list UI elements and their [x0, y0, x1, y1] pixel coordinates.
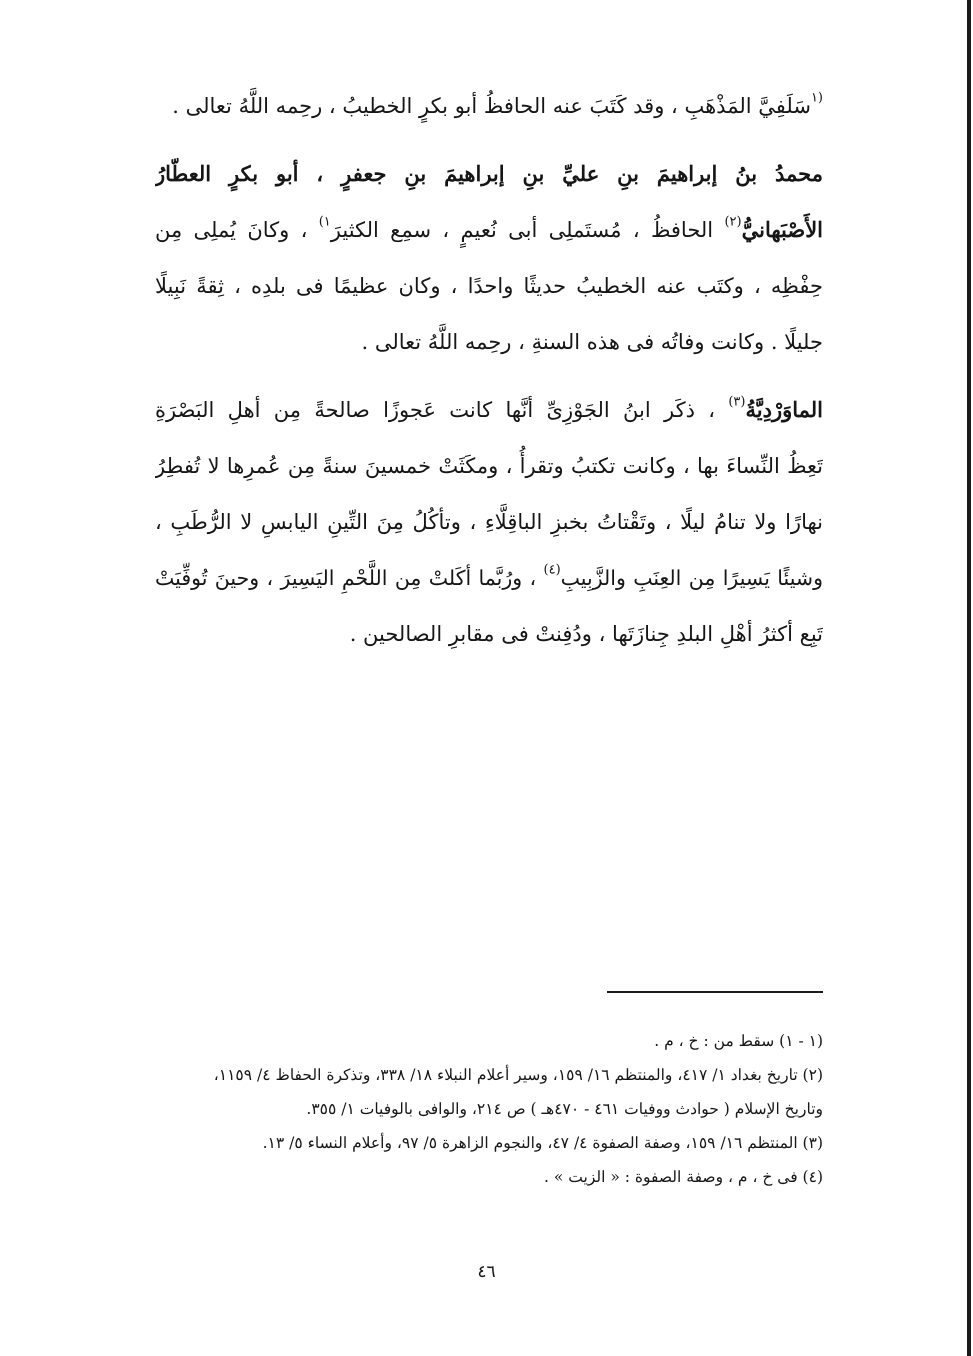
- text-line-2: [155, 146, 823, 202]
- line-1-text: سَلَفِيَّ المَذْهَبِ ، وقد كَتَبَ عنه الحافظُ أبو بكرٍ الخطيبُ ، رحِمه اللَّهُ تعالى .: [172, 94, 811, 118]
- text-line-1: [155, 78, 823, 134]
- footnote-2: (٢) تاريخ بغداد ١/ ٤١٧، والمنتظم ١٦/ ١٥٩، وسير أعلام النبلاء ١٨/ ٣٣٨، وتذكرة الحفاظ ٤/ ١١٥٩،: [213, 1066, 823, 1084]
- note-marker-1: (١: [810, 90, 823, 106]
- scan-edge: [967, 0, 971, 1356]
- entry-heading-nisba: الأَصْبَهانيُّ: [741, 217, 823, 242]
- line-8-text: نهارًا ولا تنامُ ليلًا ، وتَقْتاتُ بخبزِ الباقِلَّاءِ ، وتأكُلُ مِنَ التِّينِ اليابسِ لا الرُّطَبِ ،: [155, 510, 823, 534]
- note-marker-4: (٤): [543, 562, 561, 578]
- text-line-9: [155, 550, 823, 606]
- note-marker-1-end: ١): [318, 214, 331, 230]
- line-6-text: ، ذكَر ابنُ الجَوْزِىِّ أنَّها كانت عَجوزًا صالحةً مِن أهلِ البَصْرَةِ: [155, 398, 729, 422]
- text-line-4: [155, 258, 823, 314]
- line-3-text: الحافظُ ، مُستَملِى أبى نُعيمٍ ، سمِع الكثيرَ: [330, 218, 725, 242]
- footnote-3: (٣) المنتظم ١٦/ ١٥٩، وصفة الصفوة ٤/ ٤٧، والنجوم الزاهرة ٥/ ٩٧، وأعلام النساء ٥/ ١٣.: [262, 1134, 823, 1152]
- text-line-7: [155, 438, 823, 494]
- line-3-tail: ، وكانَ يُملِى مِن: [155, 218, 319, 242]
- footnotes: [118, 1024, 823, 1194]
- line-9-tail: ، ورُبَّما أكَلتْ مِن اللَّحْمِ اليَسِيرَ ، وحينَ تُوفِّيَتْ: [155, 566, 544, 590]
- note-marker-2: (٢): [724, 214, 742, 230]
- text-line-5: [155, 314, 823, 370]
- line-7-text: تَعِظُ النِّساءَ بها ، وكانت تكتبُ وتقرأُ ، ومكَثَتْ خمسينَ سنةً مِن عُمرِها لا تُفطِرُ: [155, 454, 823, 478]
- text-line-8: [155, 494, 823, 550]
- note-marker-3: (٣): [728, 394, 746, 410]
- footnote-1: (١ - ١) سقط من : خ ، م .: [654, 1032, 823, 1050]
- text-line-10: [155, 606, 823, 662]
- line-10-text: تَبِع أكثرُ أهْلِ البلدِ جِنازَتَها ، ودُفِنتْ فى مقابرِ الصالحين .: [349, 622, 823, 646]
- line-5-text: جليلًا . وكانت وفاتُه فى هذه السنةِ ، رحِمه اللَّهُ تعالى .: [361, 330, 823, 354]
- line-9-text: وشيئًا يَسِيرًا مِن العِنَبِ والزَّبِيبِ: [560, 566, 823, 590]
- entry-heading-name: محمدُ بنُ إبراهيمَ بنِ عليِّ بنِ إبراهيمَ بنِ جعفرٍ ، أبو بكرٍ العطّارُ: [155, 161, 823, 186]
- footnote-2-continued: وتاريخ الإسلام ( حوادث ووفيات ٤٦١ - ٤٧٠هـ ) ص ٢١٤، والوافى بالوفيات ١/ ٣٥٥.: [306, 1100, 823, 1118]
- entry-heading-mawardiyya: الماوَرْدِيَّةُ: [745, 397, 823, 422]
- page-number: ٤٦: [477, 1262, 496, 1282]
- footnote-4: (٤) فى خ ، م ، وصفة الصفوة : « الزيت » .: [544, 1168, 823, 1186]
- main-text: [155, 78, 823, 662]
- text-line-6: [155, 382, 823, 438]
- line-4-text: حِفْظِه ، وكتَب عنه الخطيبُ حديثًا واحدًا ، وكان عظيمًا فى بلدِه ، ثِقةً نَبِيلًا: [155, 274, 823, 298]
- text-line-3: [155, 202, 823, 258]
- footnote-separator: [607, 991, 823, 993]
